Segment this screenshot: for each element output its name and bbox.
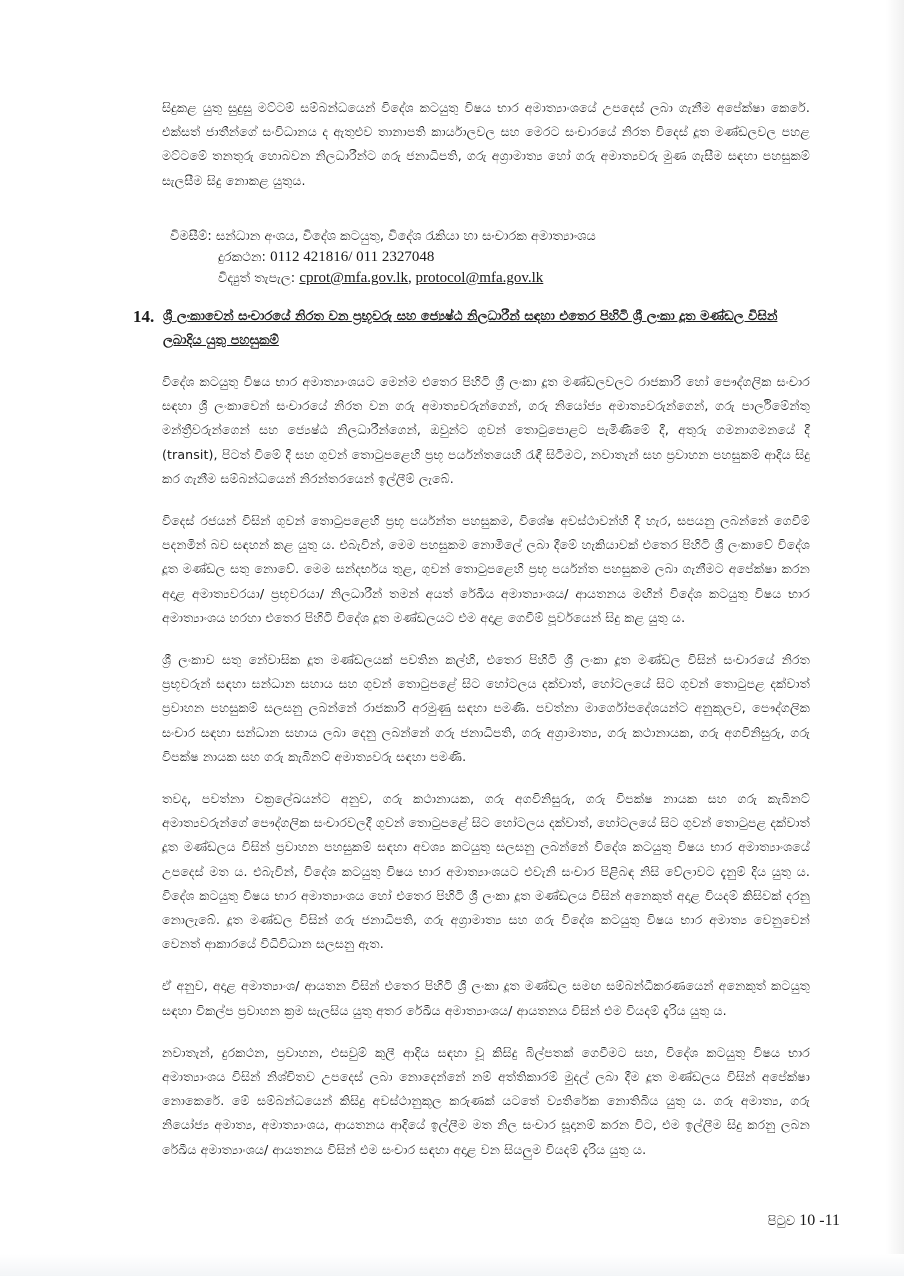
contact-phone-row — [170, 247, 810, 268]
email-link-cprot[interactable]: cprot@mfa.gov.lk — [299, 270, 408, 286]
intro-paragraph: සිදුකළ යුතු සුදුසු මට්ටම් සම්බන්ධයෙන් විදේශ කටයුතු විෂය භාර අමාත්‍යාංශයේ උපදෙස් ලබා ගැනීම අපේක්ෂා කෙරේ. එක්සත් ජාතීන්ගේ සංවිධානය ද ඇතුළුව තානාපති කාර්යාලවල සහ මෙරට සංචාරයේ නිරත විදෙස් දූත මණ්ඩලවල පහළ මට්ටමේ තනතුරු හොබවන නිලධාරීන්ට ගරු ජනාධිපති, ගරු අග්‍රාමාත්‍ය හෝ ගරු අමාත්‍යවරු මුණ ගැසීම සඳහා පහසුකම් සැලසීම සිදු නොකළ යුතුය. — [162, 100, 810, 188]
contact-department-row — [170, 226, 810, 247]
phone-number: 0112 421816/ 011 2327048 — [270, 249, 435, 265]
section-number: 14. — [133, 307, 155, 326]
page-edge — [886, 0, 904, 1276]
body-paragraph-2: විදෙස් රජයන් විසින් ගුවන් තොටුපළෙහි ප්‍රභූ පර්යන්ත පහසුකම, විශේෂ අවස්ථාවන්හි දී හැර, සපයනු ලබන්නේ ගෙවීම් පදනමින් බව සඳහන් කළ යුතු ය. එබැවින්, මෙම පහසුකම නොමිලේ ලබා දීමේ හැකියාවක් එතෙර පිහිටි ශ්‍රී ලංකාවේ විදේශ දූත මණ්ඩල සතු නොවේ. මෙම සන්දර්භය තුළ, ගුවන් තොටුපළෙහි ප්‍රභූ පර්යන්ත පහසුකම ලබා ගැනීමට අපේක්ෂා කරන අදාළ අමාත්‍යවරයා/ ප්‍රභූවරයා/ නිලධාරීන් තමන් අයත් රේඛීය අමාත්‍යාංශය/ ආයතනය මඟින් විදේශ කටයුතු විෂය භාර අමාත්‍යාංශය හරහා එතෙර පිහිටි විදේශ දූත මණ්ඩලයට එම අදාළ ගෙවීම් පූර්වයෙන් සිදු කළ යුතු ය. — [162, 513, 810, 625]
page-number — [768, 1212, 840, 1230]
email-label: විද්‍යුත් තැපැල: — [218, 271, 296, 286]
intro-block — [162, 96, 810, 211]
body-paragraph-1: විදේශ කටයුතු විෂය භාර අමාත්‍යාංශයට මෙන්ම එතෙර පිහිටි ශ්‍රී ලංකා දූත මණ්ඩලවලට රාජකාරි හෝ පෞද්ගලික සංචාර සඳහා ශ්‍රී ලංකාවෙන් සංචාරයේ නිරත වන ගරු අමාත්‍යවරුන්ගෙන්, ගරු නියෝජ්‍ය අමාත්‍යවරුන්ගෙන්, ගරු පාර්ලිමේන්තු මන්ත්‍රීවරුන්ගෙන් සහ ජ්‍යෙෂ්ඨ නිලධාරීන්ගෙන්, ඔවුන්ට ගුවන් තොටුපොළට පැමිණීමේ දී, අතුරු ගමනාගමනයේ දී (transit), පිටත් වීමේ දී සහ ගුවන් තොටුපළෙහි ප්‍රභූ පර්යන්තයෙහි රැඳී සිටීමට, නවාතැන් සහ ප්‍රවාහන පහසුකම් ආදිය සිදු කර ගැනීම සම්බන්ධයෙන් නිරන්තරයෙන් ඉල්ලීම් ලැබේ. — [162, 374, 810, 486]
body-paragraph-5: ඒ අනුව, අදාළ අමාත්‍යාංශ/ ආයතන විසින් එතෙර පිහිටි ශ්‍රී ලංකා දූත මණ්ඩල සමඟ සම්බන්ධීකරණයෙන් අනෙකුත් කටයුතු සඳහා විකල්ප ප්‍රවාහන ක්‍රම සැලසිය යුතු අතර රේඛීය අමාත්‍යාංශය/ ආයතනය විසින් එම වියදම් දැරිය යුතු ය. — [162, 978, 810, 1018]
section-heading — [133, 305, 813, 353]
page-bottom-shadow — [0, 1254, 904, 1276]
phone-label: දුරකථන: — [218, 250, 266, 265]
page-number-value: 10 -11 — [799, 1212, 840, 1229]
body-paragraph-4: තවද, පවත්නා චක්‍රලේඛයන්ට අනුව, ගරු කථානායක, ගරු අගවිනිසුරු, ගරු විපක්ෂ නායක සහ ගරු කැබිනට් අමාත්‍යවරුන්ගේ පෞද්ගලික සංචාරවලදී ගුවන් තොටුපළේ සිට හෝටලය දක්වාත්, හෝටලයේ සිට ගුවන් තොටුපළ දක්වාත් දූත මණ්ඩලය විසින් ප්‍රවාහන පහසුකම් සඳහා අවශ්‍ය කටයුතු සලසනු ලබන්නේ විදේශ කටයුතු විෂය භාර අමාත්‍යාංශයේ උපදෙස් මත ය. එබැවින්, විදේශ කටයුතු විෂය භාර අමාත්‍යාංශයට එවැනි සංචාර පිළිබඳ නිසි වේලාවට දැනුම් දිය යුතු ය. විදේශ කටයුතු විෂය භාර අමාත්‍යාංශය හෝ එතෙර පිහිටි ශ්‍රී ලංකා දූත මණ්ඩලය විසින් අනෙකුත් අදාළ වියදම් කිසිවක් දරනු නොලැබේ. දූත මණ්ඩල විසින් ගරු ජනාධිපති, ගරු අග්‍රාමාත්‍ය සහ ගරු විදේශ කටයුතු විෂය භාර අමාත්‍ය වෙනුවෙන් වෙනත් ආකාරයේ විධිවිධාන සලසනු ඇත. — [162, 791, 810, 952]
page-number-label: පිටුව — [767, 1214, 796, 1229]
contact-block — [170, 226, 810, 289]
contact-department: සන්ධාන අංශය, විදේශ කටයුතු, විදේශ රැකියා හා සංචාරක අමාත්‍යාංශය — [215, 229, 596, 244]
section-title: ශ්‍රී ලංකාවෙන් සංචාරයේ නිරත වන ප්‍රභූවරු සහ ජ්‍යෙෂ්ඨ නිලධාරීන් සඳහා එතෙර පිහිටි ශ්‍රී ලංකා දූත මණ්ඩල විසින් ලබාදිය යුතු පහසුකම් — [163, 309, 778, 348]
email-separator: , — [407, 270, 416, 286]
contact-label: විමසීම්: — [170, 229, 212, 244]
body-paragraph-6: නවාතැන්, දුරකථන, ප්‍රවාහන, එසවුම් කුලී ආදිය සඳහා වූ කිසිදු බිල්පතක් ගෙවීමට සහ, විදේශ කටයුතු විෂය භාර අමාත්‍යාංශය විසින් නිශ්චිතව උපදෙස් ලබා නොදෙන්නේ නම් අත්තිකාරම් මුදල් ලබා දීම දූත මණ්ඩලය විසින් අපේක්ෂා නොකෙරේ. මේ සම්බන්ධයෙන් කිසිදු අවස්ථානුකූල කරුණක් යටතේ ව්‍යතිරේක නොතිබිය යුතු ය. ගරු අමාත්‍ය, ගරු නියෝජ්‍ය අමාත්‍ය, අමාත්‍යාංශය, ආයතනය ආදියේ ඉල්ලීම මත නිල සංචාර සූදානම් කරන විට, එම ඉල්ලීම සිදු කරනු ලබන රේඛීය අමාත්‍යාංශය/ ආයතනය විසින් එම සංචාර සඳහා අදාළ වන සියලුම වියදම් දැරිය යුතු ය. — [162, 1044, 810, 1157]
section-body — [162, 370, 810, 1180]
contact-email-row — [170, 268, 810, 289]
email-link-protocol[interactable]: protocol@mfa.gov.lk — [415, 270, 544, 286]
body-paragraph-3: ශ්‍රී ලංකාව සතු නේවාසික දූත මණ්ඩලයක් පවතින කල්හි, එතෙර පිහිටි ශ්‍රී ලංකා දූත මණ්ඩල විසින් සංචාරයේ නිරත ප්‍රභූවරුන් සඳහා සන්ධාන සහාය සහ ගුවන් තොටුපළේ සිට හෝටලය දක්වාත්, හෝටලයේ සිට ගුවන් තොටුපළ දක්වාත් ප්‍රවාහන පහසුකම් සලසනු ලබන්නේ රාජකාරි අරමුණු සඳහා පමණි. පවත්නා මාර්ගෝපදේශයන්ට අනුකූලව, පෞද්ගලික සංචාර සඳහා සන්ධාන සහාය ලබා දෙනු ලබන්නේ ගරු ජනාධිපති, ගරු අග්‍රාමාත්‍ය, ගරු කථානායක, ගරු අගවිනිසුරු, ගරු විපක්ෂ නායක සහ ගරු කැබිනට් අමාත්‍යවරු සඳහා පමණි. — [162, 652, 810, 764]
